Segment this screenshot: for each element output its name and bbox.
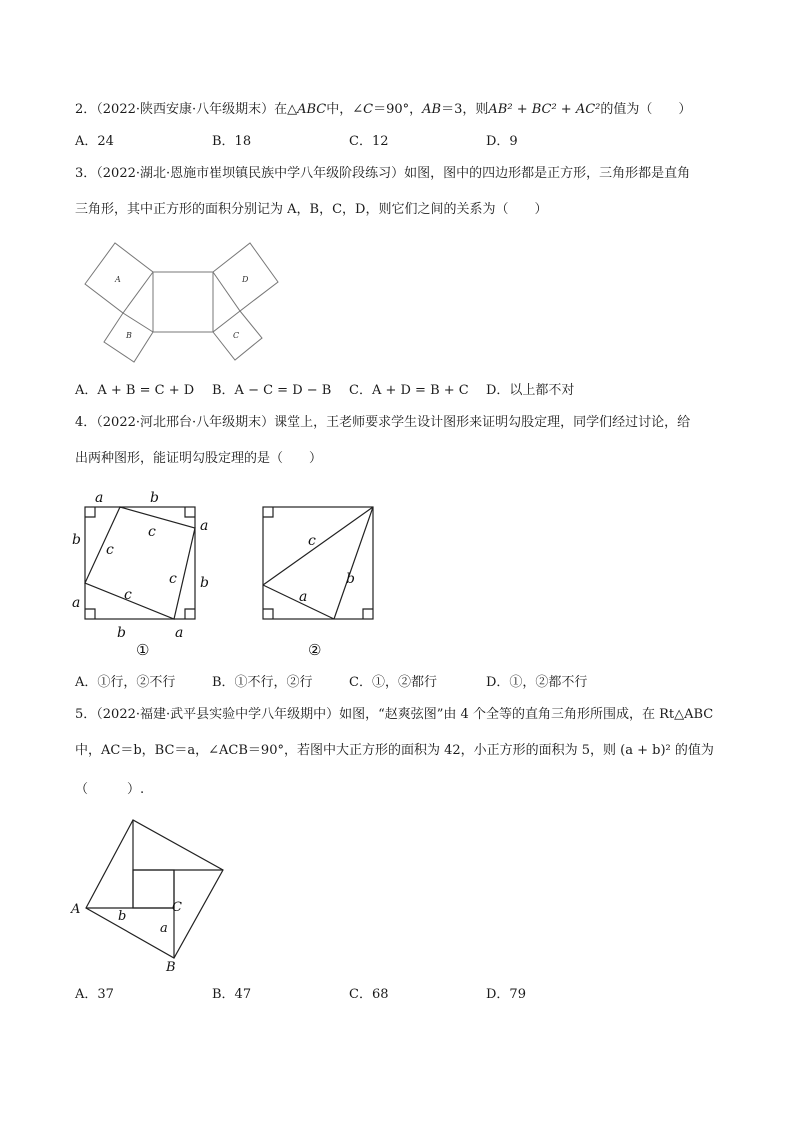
q2-option-b[interactable]: B．18 [212, 134, 252, 149]
q4-figure-2 [250, 497, 380, 662]
q2-text-b: 中，∠ [326, 102, 364, 117]
q4-fig2-line-c [263, 507, 373, 585]
q4-fig2-label-c: c [308, 533, 316, 549]
q4-fig1-right-angle-bl [85, 609, 95, 619]
q2-angle: C [363, 102, 374, 117]
q2-expr: AB² + BC² + AC² [488, 102, 601, 117]
q3-label-d: D [242, 275, 249, 284]
q2-ab: AB [422, 102, 442, 117]
q5-label-a: a [160, 921, 168, 936]
q2-text-a: 2．（2022·陕西安康·八年级期末）在△ [75, 102, 298, 117]
q4-fig2-caption: ② [308, 641, 322, 659]
q3-label-b: B [126, 331, 132, 340]
q5-option-b[interactable]: B．47 [212, 987, 252, 1002]
q4-fig1-right-angle-br [185, 609, 195, 619]
q5-label-b: b [118, 909, 127, 924]
q4-stem-line1: 4．（2022·河北邢台·八年级期末）课堂上，王老师要求学生设计图形来证明勾股定理，同学们经过讨论，给 [75, 415, 691, 430]
q4-fig1-label-top-b: b [150, 490, 159, 506]
q2-option-c[interactable]: C．12 [349, 134, 389, 149]
q5-figure [66, 812, 236, 977]
q5-big-square [86, 820, 223, 958]
q3-option-d[interactable]: D．以上都不对 [486, 383, 575, 398]
q2-text-d: ＝3，则 [441, 102, 489, 117]
q3-label-a: A [115, 275, 121, 284]
q4-fig1-right-angle-tr [185, 507, 195, 517]
q5-stem-line3: （ ）. [75, 782, 145, 797]
q2-stem [75, 101, 691, 119]
q4-fig1-label-left-b: b [72, 532, 81, 548]
q3-stem-line2: 三角形，其中正方形的面积分别记为 A，B，C，D，则它们之间的关系为（ ） [75, 202, 548, 217]
q5-small-square [133, 870, 174, 908]
q5-label-a-vertex: A [71, 902, 81, 917]
q5-label-c-vertex: C [172, 900, 182, 915]
q4-fig1-inner-square [85, 507, 195, 619]
q4-fig2-right-angle-bl [263, 609, 273, 619]
q4-fig1-caption: ① [136, 641, 150, 659]
q4-fig2-label-a: a [299, 589, 308, 605]
q2-option-a[interactable]: A．24 [75, 134, 114, 149]
q5-stem-line2: 中，AC＝b，BC＝a，∠ACB＝90°，若图中大正方形的面积为 42，小正方形的面积为 5，则 (a + b)² 的值为 [75, 743, 714, 758]
q3-option-b[interactable]: B．A − C = D − B [212, 383, 332, 398]
q4-figure-1 [64, 486, 214, 661]
q2-text-e: 的值为（ ） [600, 102, 692, 117]
q4-fig1-label-bottom-b: b [117, 625, 126, 641]
q4-fig1-label-top-a: a [95, 490, 104, 506]
q5-option-a[interactable]: A．37 [75, 987, 114, 1002]
q5-option-c[interactable]: C．68 [349, 987, 389, 1002]
q4-stem-line2: 出两种图形，能证明勾股定理的是（ ） [75, 451, 323, 466]
q2-text-c: ＝90°， [373, 102, 423, 117]
q2-tri: ABC [297, 102, 327, 117]
q4-fig1-label-c3: c [169, 571, 177, 587]
q3-option-c[interactable]: C．A + D = B + C [349, 383, 469, 398]
q4-fig2-square [263, 507, 373, 619]
q4-option-d[interactable]: D．①，②都不行 [486, 675, 588, 690]
q4-fig1-label-bottom-a: a [175, 625, 184, 641]
q5-option-d[interactable]: D．79 [486, 987, 526, 1002]
q5-label-b-vertex: B [166, 960, 176, 975]
q4-fig1-right-angle-tl [85, 507, 95, 517]
q4-option-c[interactable]: C．①，②都行 [349, 675, 437, 690]
q4-fig1-label-c2: c [106, 542, 114, 558]
q4-fig1-label-right-b: b [200, 575, 209, 591]
q4-fig1-label-right-a: a [200, 518, 209, 534]
q5-stem-line1: 5．（2022·福建·武平县实验中学八年级期中）如图，“赵爽弦图”由 4 个全等的直角三角形所围成，在 Rt△ABC [75, 707, 714, 722]
q4-fig1-label-left-a: a [72, 595, 81, 611]
q4-option-b[interactable]: B．①不行，②行 [212, 675, 313, 690]
q4-fig2-right-angle-tl [263, 507, 273, 517]
q4-fig1-label-c1: c [148, 524, 156, 540]
q3-figure [80, 238, 280, 368]
q3-option-a[interactable]: A．A + B = C + D [75, 383, 195, 398]
q4-fig2-line-b [334, 507, 373, 619]
q3-label-c: C [233, 331, 240, 340]
q4-option-a[interactable]: A．①行，②不行 [75, 675, 176, 690]
q2-option-d[interactable]: D．9 [486, 134, 518, 149]
q3-center-square [153, 272, 213, 332]
q4-fig2-label-b: b [346, 571, 355, 587]
q3-stem-line1: 3．（2022·湖北·恩施市崔坝镇民族中学八年级阶段练习）如图，图中的四边形都是正方形，三角形都是直角 [75, 166, 691, 181]
q4-fig1-label-c4: c [124, 587, 132, 603]
q4-fig2-right-angle-br [363, 609, 373, 619]
